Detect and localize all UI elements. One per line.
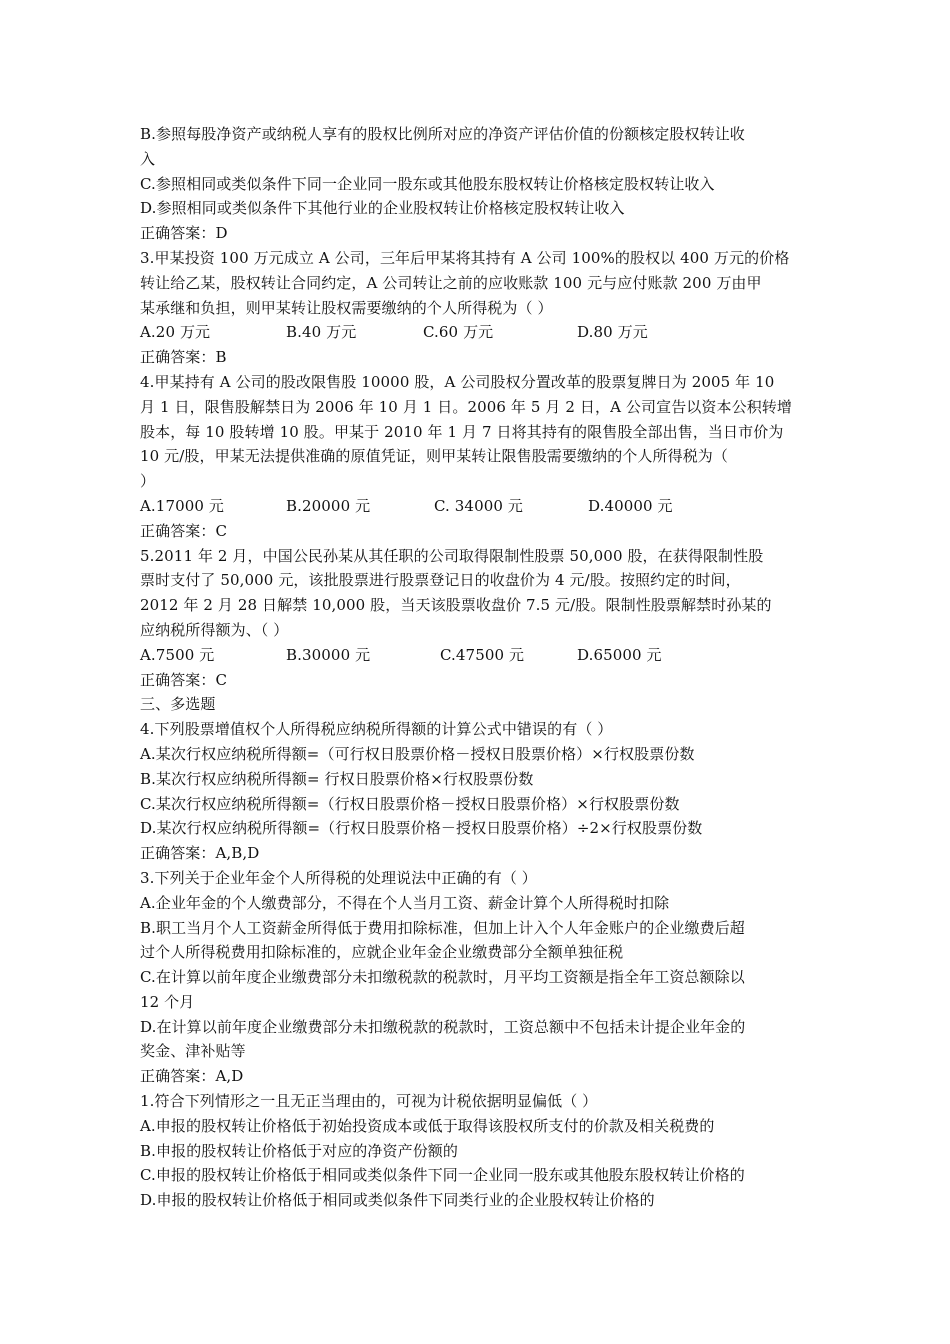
text-line: 某承继和负担，则甲某转让股权需要缴纳的个人所得税为（ ） [140, 298, 553, 317]
text-line: 4.甲某持有 A 公司的股改限售股 10000 股，A 公司股权分置改革的股票复牌日为 2005 年 10 [140, 372, 775, 391]
text-line: C.参照相同或类似条件下同一企业同一股东或其他股东股权转让价格核定股权转让收入 [140, 174, 715, 193]
q5-option-b: B.30000 元 [286, 645, 371, 664]
text-line: 票时支付了 50,000 元，该批股票进行股票登记日的收盘价为 4 元/股。按照约定的时间， [140, 571, 741, 590]
q3-option-c: C.60 万元 [423, 323, 494, 342]
q4-option-d: D.40000 元 [588, 496, 673, 515]
text-line: D.申报的股权转让价格低于相同或类似条件下同类行业的企业股权转让价格的 [140, 1191, 655, 1210]
text-line: A.某次行权应纳税所得额=（可行权日股票价格－授权日股票价格）×行权股票份数 [140, 744, 695, 763]
text-line: 应纳税所得额为、（ ） [140, 620, 289, 639]
text-line: 10 元/股，甲某无法提供准确的原值凭证，则甲某转让限售股需要缴纳的个人所得税为（ [140, 447, 729, 466]
text-line: 3.下列关于企业年金个人所得税的处理说法中正确的有（ ） [140, 868, 537, 887]
text-line: 正确答案：C [140, 670, 228, 689]
text-block-d [140, 668, 830, 1214]
text-line: ） [140, 472, 156, 491]
q5-option-c: C.47500 元 [440, 645, 525, 664]
text-line: 4.下列股票增值权个人所得税应纳税所得额的计算公式中错误的有（ ） [140, 720, 613, 739]
text-line: 三、多选题 [140, 695, 216, 714]
text-line: C.申报的股权转让价格低于相同或类似条件下同一企业同一股东或其他股东股权转让价格的 [140, 1166, 745, 1185]
q4-options [140, 494, 830, 519]
text-line: 转让给乙某，股权转让合同约定，A 公司转让之前的应收账款 100 元与应付账款 200 万由甲 [140, 273, 762, 292]
text-line: C.在计算以前年度企业缴费部分未扣缴税款的税款时，月平均工资额是指全年工资总额除以 [140, 968, 745, 987]
text-line: C.某次行权应纳税所得额=（行权日股票价格－授权日股票价格）×行权股票份数 [140, 794, 680, 813]
text-line: 入 [140, 149, 156, 168]
text-line: A.申报的股权转让价格低于初始投资成本或低于取得该股权所支付的价款及相关税费的 [140, 1116, 715, 1135]
text-line: D.某次行权应纳税所得额=（行权日股票价格－授权日股票价格）÷2×行权股票份数 [140, 819, 703, 838]
text-line: 正确答案：C [140, 521, 228, 540]
q4-option-c: C. 34000 元 [434, 496, 523, 515]
q4-option-b: B.20000 元 [286, 496, 371, 515]
q3-options [140, 320, 830, 345]
text-line: 1.符合下列情形之一且无正当理由的，可视为计税依据明显偏低（ ） [140, 1092, 598, 1111]
text-line: 过个人所得税费用扣除标准的，应就企业年金企业缴费部分全额单独征税 [140, 943, 624, 962]
text-line: D.在计算以前年度企业缴费部分未扣缴税款的税款时，工资总额中不包括未计提企业年金的 [140, 1017, 746, 1036]
text-block-a [140, 122, 830, 320]
text-line: 月 1 日，限售股解禁日为 2006 年 10 月 1 日。2006 年 5 月 2 日，A 公司宣告以资本公积转增 [140, 397, 792, 416]
text-line: B.职工当月个人工资薪金所得低于费用扣除标准，但加上计入个人年金账户的企业缴费后超 [140, 918, 745, 937]
text-line: 股本，每 10 股转增 10 股。甲某于 2010 年 1 月 7 日将其持有的限售股全部出售，当日市价为 [140, 422, 784, 441]
q3-option-b: B.40 万元 [286, 323, 357, 342]
text-line: 2012 年 2 月 28 日解禁 10,000 股，当天该股票收盘价 7.5 元/股。限制性股票解禁时孙某的 [140, 596, 772, 615]
text-line: 12 个月 [140, 992, 195, 1011]
text-line: B.申报的股权转让价格低于对应的净资产份额的 [140, 1141, 458, 1160]
q3-option-a: A.20 万元 [140, 323, 211, 342]
text-block-b [140, 345, 830, 494]
q5-options [140, 643, 830, 668]
text-line: A.企业年金的个人缴费部分，不得在个人当月工资、薪金计算个人所得税时扣除 [140, 893, 670, 912]
text-line: 正确答案：B [140, 348, 227, 367]
q3-option-d: D.80 万元 [577, 323, 648, 342]
q5-option-a: A.7500 元 [140, 645, 215, 664]
q4-option-a: A.17000 元 [140, 496, 224, 515]
text-line: 正确答案：A,B,D [140, 844, 260, 863]
q5-option-d: D.65000 元 [577, 645, 662, 664]
text-line: 奖金、津补贴等 [140, 1042, 246, 1061]
text-line: D.参照相同或类似条件下其他行业的企业股权转让价格核定股权转让收入 [140, 199, 625, 218]
text-line: 3.甲某投资 100 万元成立 A 公司，三年后甲某将其持有 A 公司 100%的股权以 400 万元的价格 [140, 248, 790, 267]
text-line: 正确答案：A,D [140, 1067, 244, 1086]
text-line: 正确答案：D [140, 224, 228, 243]
text-block-c [140, 519, 830, 643]
text-line: B.参照每股净资产或纳税人享有的股权比例所对应的净资产评估价值的份额核定股权转让收 [140, 125, 745, 143]
text-line: 5.2011 年 2 月，中国公民孙某从其任职的公司取得限制性股票 50,000 股，在获得限制性股 [140, 546, 764, 565]
text-line: B.某次行权应纳税所得额= 行权日股票价格×行权股票份数 [140, 769, 534, 788]
